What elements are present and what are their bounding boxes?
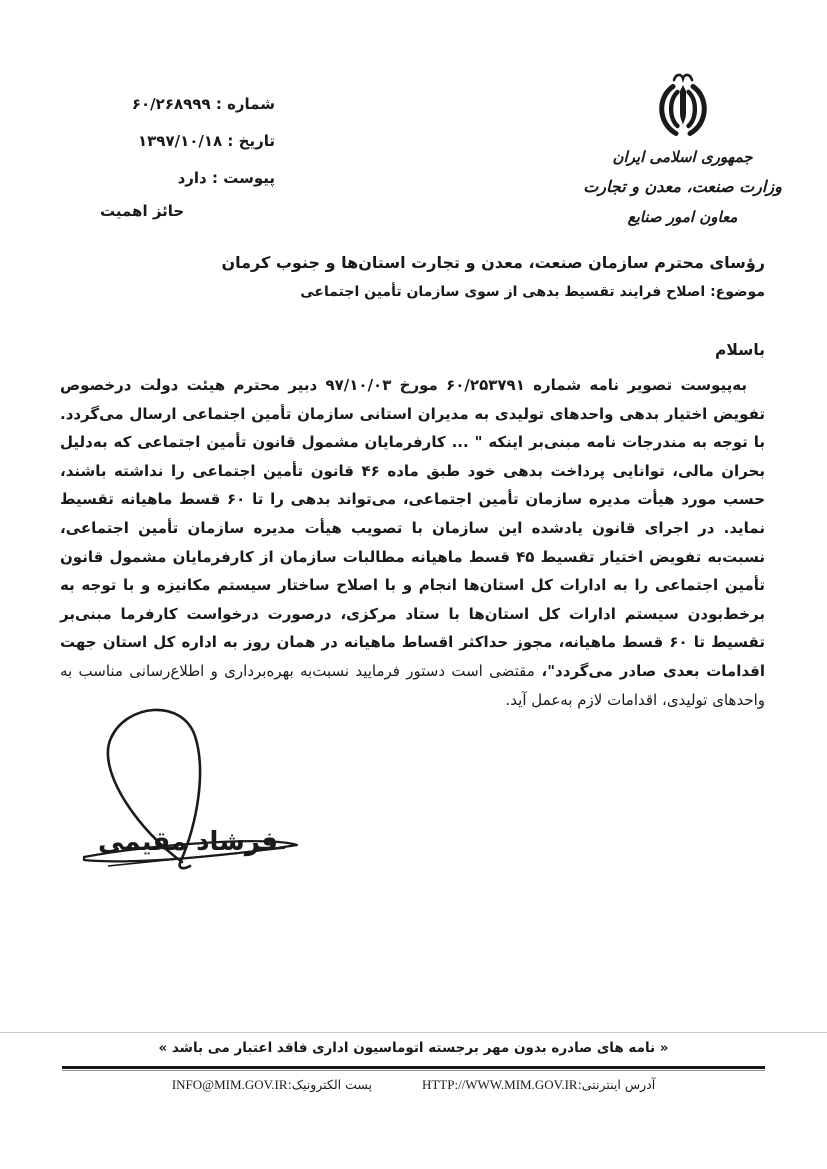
footer-validity-note: « نامه های صادره بدون مهر برجسته اتوماسیون اداری فاقد اعتبار می باشد »	[158, 1040, 669, 1056]
letterhead-department: معاون امور صنایع	[627, 208, 738, 226]
letter-meta-block	[63, 86, 275, 197]
importance-note: حائز اهمیت	[100, 202, 185, 220]
subject-line: موضوع: اصلاح فرایند تقسیط بدهی از سوی سازمان تأمین اجتماعی	[300, 284, 765, 300]
salutation: باسلام	[714, 341, 765, 359]
footer-thin-rule	[0, 1032, 827, 1033]
separator: :	[222, 132, 239, 150]
website-url: HTTP://WWW.MIM.GOV.IR	[421, 1077, 578, 1092]
website-label: آدرس اینترنتی:	[577, 1077, 656, 1092]
letter-attachment-value: دارد	[177, 169, 207, 187]
footer-contact-line	[62, 1077, 765, 1093]
letter-date-value: ۱۳۹۷/۱۰/۱۸	[138, 132, 223, 150]
letter-date-row	[63, 123, 275, 160]
body-closing-text: مقتضی است دستور فرمایید نسبت‌به بهره‌برداری و اطلاع‌رسانی مناسب به واحدهای تولیدی، اقدامات لازم به‌عمل آید.	[60, 661, 765, 709]
footer-thick-rule	[62, 1066, 765, 1071]
letterhead-ministry: وزارت صنعت، معدن و تجارت	[583, 177, 782, 196]
separator: :	[206, 169, 224, 187]
letter-date-label: تاریخ	[238, 132, 275, 150]
letter-attachment-label: پیوست	[223, 169, 275, 187]
separator: :	[210, 95, 228, 113]
letter-number-label: شماره	[227, 95, 275, 113]
signer-name: فرشاد مقیمی	[97, 827, 279, 857]
website-item	[422, 1077, 655, 1093]
body-main-text: به‌پیوست تصویر نامه شماره ۶۰/۲۵۳۷۹۱ مورخ ۹۷/۱۰/۰۳ دبیر محترم هیئت دولت درخصوص تفویض اختیار بدهی واحدهای تولیدی به مدیران استانی سازمان تأمین اجتماعی ارسال می‌گردد. با توجه به مندرجات نامه مبنی‌بر اینکه " ... کارفرمایان مشمول قانون تأمین اجتماعی که به‌دلیل بحران مالی، توانایی پرداخت بدهی خود طبق ماده ۴۶ قانون تأمین اجتماعی را نداشته باشند، حسب مورد هیأت مدیره سازمان تأمین اجتماعی، می‌تواند بدهی را تا ۶۰ قسط ماهیانه تقسیط نماید. در اجرای قانون یادشده این سازمان با تصویب هیأت مدیره سازمان تأمین اجتماعی، نسبت‌به تفویض اختیار تقسیط ۴۵ قسط ماهیانه مطالبات سازمان از کارفرمایان مشمول قانون تأمین اجتماعی را به ادارات کل استان‌ها انجام و با اصلاح ساختار سیستم مکانیزه و با توجه به برخط‌بودن سیستم ادارات کل استان‌ها با ستاد مرکزی، درصورت درخواست کارفرما مبنی‌بر تقسیط تا ۶۰ قسط ماهیانه، مجوز حداکثر اقساط ماهیانه در همان روز به اداره کل استان جهت اقدامات بعدی صادر می‌گردد"،	[60, 376, 766, 680]
recipient-line: رؤسای محترم سازمان صنعت، معدن و تجارت استان‌ها و جنوب کرمان	[221, 253, 765, 272]
letter-number-value: ۶۰/۲۶۸۹۹۹	[131, 95, 211, 113]
letter-number-row	[63, 86, 275, 123]
letter-body	[60, 371, 765, 714]
email-label: پست الکترونیک:	[287, 1077, 372, 1092]
letterhead	[560, 70, 805, 226]
iran-emblem-icon	[651, 70, 715, 146]
email-address: INFO@MIM.GOV.IR	[171, 1077, 288, 1092]
signature-block	[80, 698, 310, 878]
email-item	[172, 1077, 372, 1093]
letterhead-country: جمهوری اسلامی ایران	[612, 148, 753, 166]
letter-attachment-row	[63, 160, 275, 197]
